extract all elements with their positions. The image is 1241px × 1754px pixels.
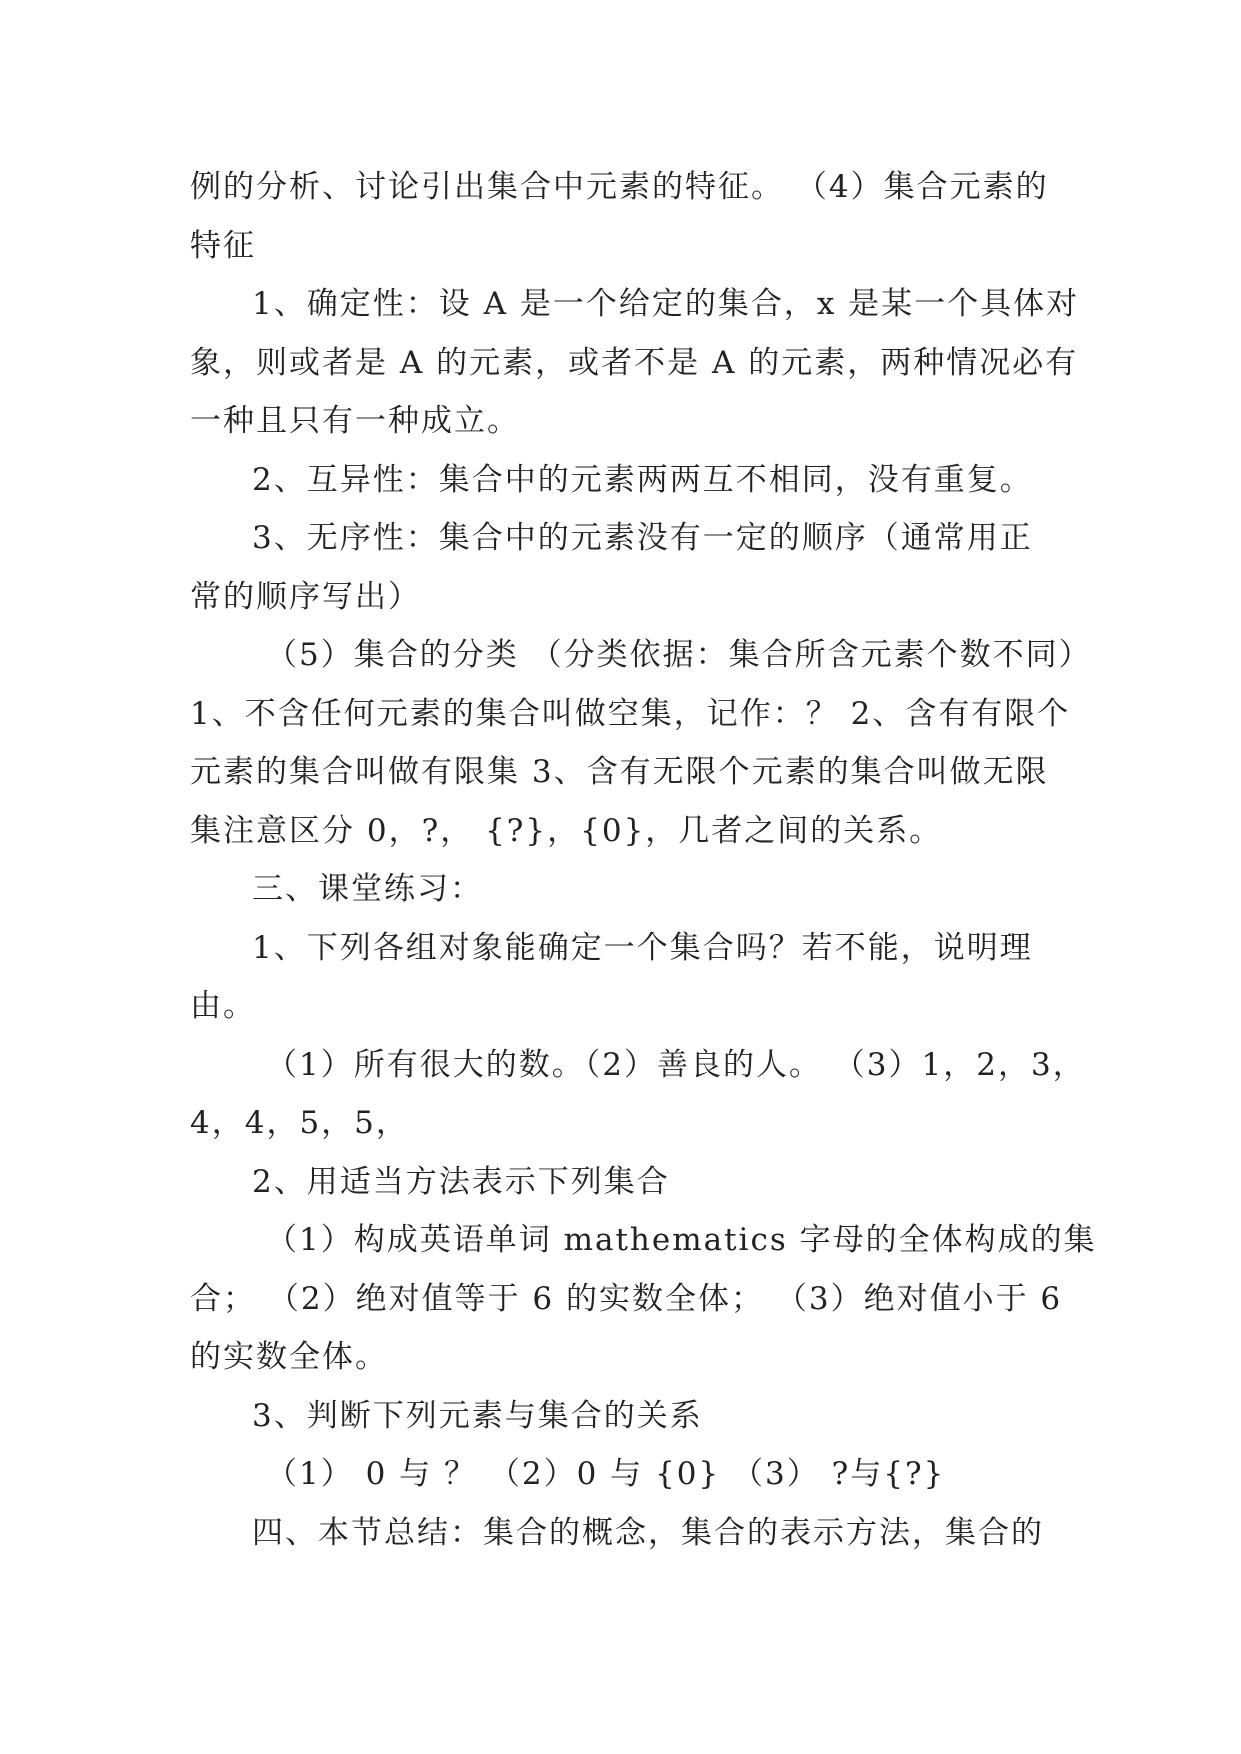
section-heading: 三、课堂练习： xyxy=(252,871,483,907)
text-line: 2、用适当方法表示下列集合 xyxy=(252,1163,670,1200)
document-body xyxy=(190,158,1097,1562)
text-line: 集注意区分 0，?， {?}，{0}，几者之间的关系。 xyxy=(190,812,943,849)
text-line: （1）所有很大的数。（2）善良的人。 （3）1，2，3， xyxy=(266,1046,1086,1083)
text-line: 1、不含任何元素的集合叫做空集，记作：？ 2、含有有限个 xyxy=(190,695,1071,732)
text-line: （5）集合的分类 （分类依据：集合所含元素个数不同） xyxy=(266,637,1092,673)
text-line: 由。 xyxy=(190,988,256,1024)
text-line: 4，4，5，5， xyxy=(190,1105,409,1141)
text-line: 1、下列各组对象能确定一个集合吗？若不能，说明理 xyxy=(252,929,1033,966)
text-line: 合； （2）绝对值等于 6 的实数全体； （3）绝对值小于 6 xyxy=(190,1280,1063,1317)
text-line: （1） 0 与 ？ （2）0 与 {0} （3） ?与{?} xyxy=(266,1456,946,1492)
text-line: 常的顺序写出） xyxy=(190,578,421,615)
text-line: 的实数全体。 xyxy=(190,1339,388,1375)
section-heading: 四、本节总结：集合的概念，集合的表示方法，集合的 xyxy=(252,1514,1044,1551)
text-line: 象，则或者是 A 的元素，或者不是 A 的元素，两种情况必有 xyxy=(190,344,1079,381)
text-line: 特征 xyxy=(190,227,256,264)
text-line: 2、互异性：集合中的元素两两互不相同，没有重复。 xyxy=(252,461,1033,498)
text-line: 例的分析、讨论引出集合中元素的特征。 （4）集合元素的 xyxy=(190,169,1049,205)
text-line: 3、判断下列元素与集合的关系 xyxy=(252,1397,703,1434)
text-line: （1）构成英语单词 mathematics 字母的全体构成的集 xyxy=(266,1222,1097,1258)
text-line: 元素的集合叫做有限集 3、含有无限个元素的集合叫做无限 xyxy=(190,754,1049,790)
text-line: 1、确定性：设 A 是一个给定的集合，x 是某一个具体对 xyxy=(252,286,1080,322)
text-line: 一种且只有一种成立。 xyxy=(190,403,520,439)
text-line: 3、无序性：集合中的元素没有一定的顺序（通常用正 xyxy=(252,520,1033,556)
